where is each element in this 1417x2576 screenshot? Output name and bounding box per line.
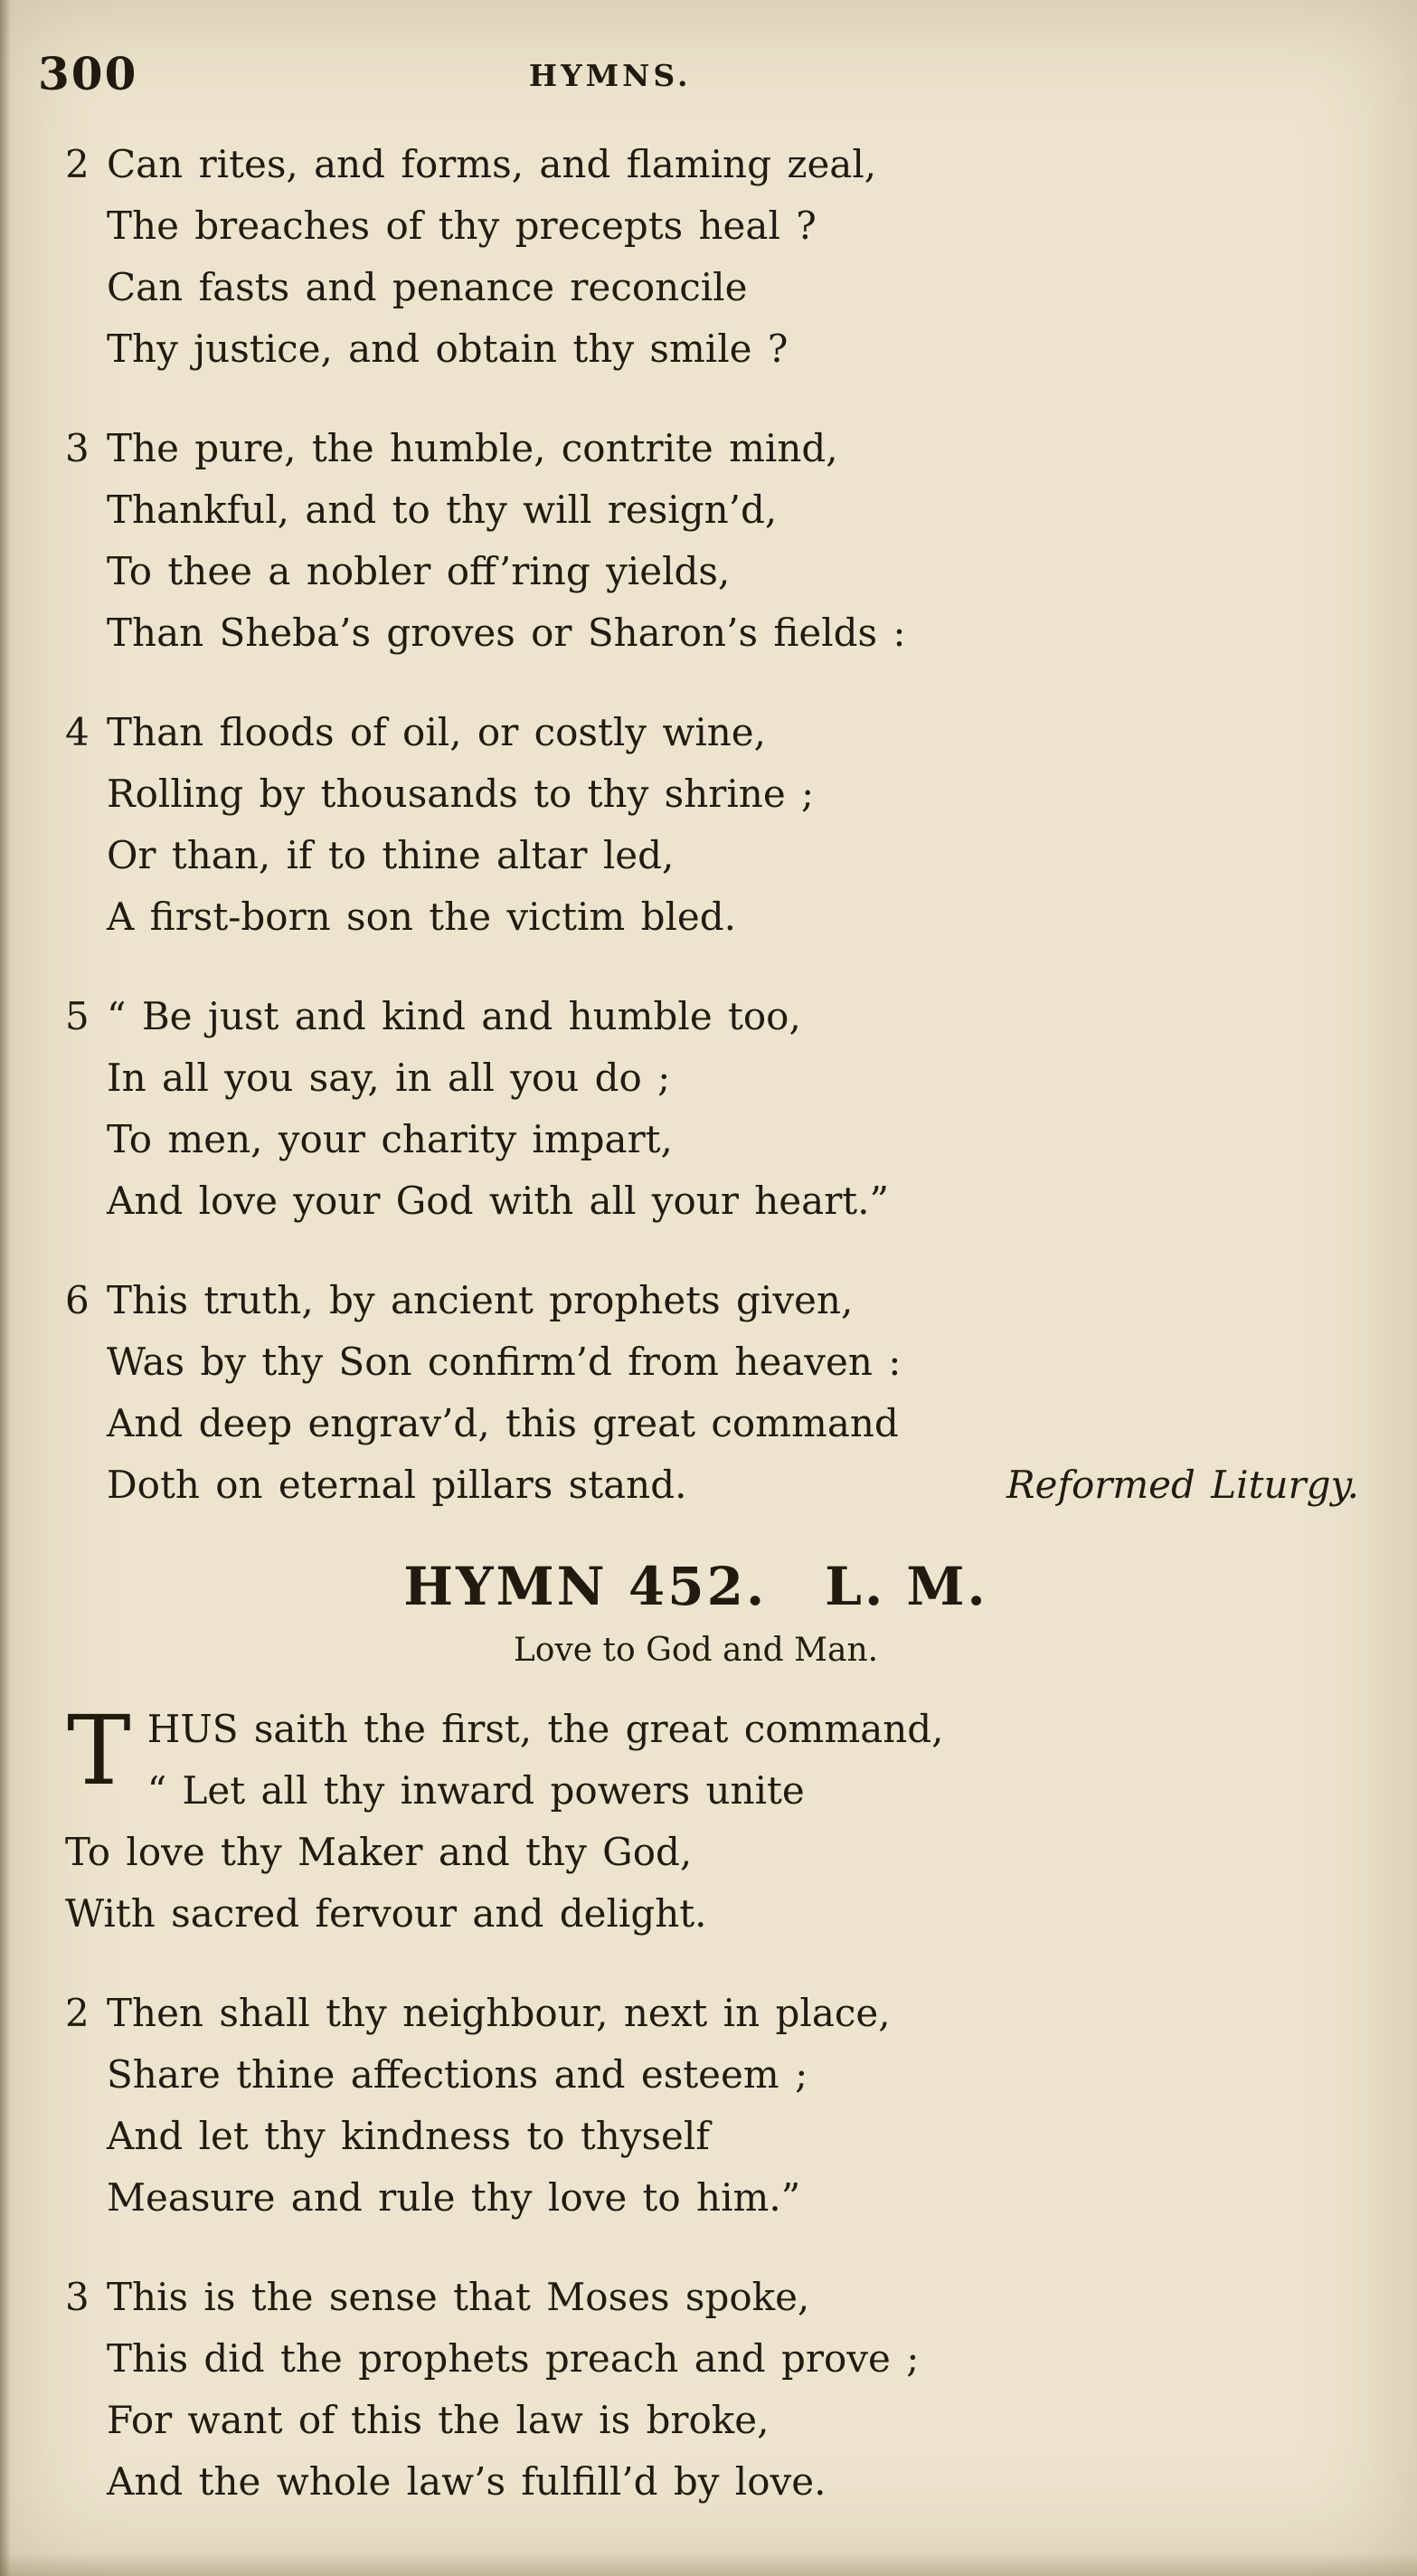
verse-line: Or than, if to thine altar led,	[107, 833, 675, 877]
stanza-number: 3	[65, 426, 90, 470]
first-stanza	[65, 1695, 1363, 1945]
verse-line: Then shall thy neighbour, next in place,	[107, 1991, 891, 2035]
verse-line: The breaches of thy precepts heal ?	[107, 204, 817, 248]
verse-line: “ Be just and kind and humble too,	[107, 994, 801, 1038]
stanza-number: 3	[65, 2275, 90, 2319]
verse-line: And let thy kindness to thyself	[107, 2114, 710, 2158]
verse-line: HUS saith the first, the great command,	[146, 1707, 944, 1751]
verse-line-text: Doth on eternal pillars stand.	[107, 1463, 687, 1507]
stanza	[65, 1270, 1363, 1516]
stanza	[65, 2267, 1363, 2513]
stanza	[65, 134, 1363, 380]
stanza	[65, 702, 1363, 948]
verse-line: In all you say, in all you do ;	[107, 1056, 671, 1100]
verse-line: To men, your charity impart,	[107, 1117, 673, 1161]
hymn-heading	[65, 1554, 1327, 1619]
verse-line: “ Let all thy inward powers unite	[146, 1768, 805, 1813]
page-number: 300	[38, 47, 138, 100]
hymn-title: HYMN 452.	[403, 1556, 768, 1617]
stanza-number: 2	[65, 1991, 90, 2035]
verse-line: Measure and rule thy love to him.”	[107, 2175, 801, 2220]
verse-line: This is the sense that Moses spoke,	[107, 2275, 810, 2319]
verse-line: The pure, the humble, contrite mind,	[107, 426, 838, 470]
verse-line: And love your God with all your heart.”	[107, 1179, 889, 1223]
verse-line: And deep engrav’d, this great command	[107, 1401, 899, 1445]
verse-line: Can rites, and forms, and flaming zeal,	[107, 142, 877, 186]
verse-line: A first-born son the victim bled.	[107, 895, 736, 939]
attribution: Reformed Liturgy.	[1006, 1463, 1359, 1507]
verse-line: To love thy Maker and thy God,	[65, 1830, 693, 1874]
stanza-lines	[107, 1270, 1359, 1516]
verse-line: Can fasts and penance reconcile	[107, 265, 748, 309]
stanza-lines	[107, 702, 1359, 948]
stanza	[65, 1983, 1363, 2229]
hymn-452-stanzas	[65, 1983, 1363, 2513]
hymn-451-stanzas	[65, 134, 1363, 1516]
verse-line: This truth, by ancient prophets given,	[107, 1278, 854, 1322]
stanza-lines	[107, 986, 1359, 1232]
running-head-title: HYMNS.	[528, 58, 692, 93]
verse-line: With sacred fervour and delight.	[65, 1891, 707, 1936]
stanza-lines	[107, 418, 1359, 664]
verse-line: Share thine affections and esteem ;	[107, 2052, 808, 2097]
verse-line: And the whole law’s fulfill’d by love.	[107, 2459, 827, 2504]
verse-line	[107, 1454, 1359, 1516]
stanza	[65, 986, 1363, 1232]
verse-line: Was by thy Son confirm’d from heaven :	[107, 1340, 902, 1384]
verse-line: Thy justice, and obtain thy smile ?	[107, 327, 789, 371]
stanza-number: 5	[65, 994, 90, 1038]
verse-line: Rolling by thousands to thy shrine ;	[107, 772, 815, 816]
stanza-number: 2	[65, 142, 90, 186]
verse-line: Than floods of oil, or costly wine,	[107, 710, 767, 754]
verse-line: This did the prophets preach and prove ;	[107, 2336, 920, 2381]
stanza-lines	[107, 134, 1359, 380]
verse-line: Thankful, and to thy will resign’d,	[107, 488, 778, 532]
stanza-number: 4	[65, 710, 90, 754]
stanza	[65, 418, 1363, 664]
verse-line: For want of this the law is broke,	[107, 2398, 770, 2442]
dropcap-initial: T	[67, 1695, 131, 1806]
running-header	[38, 47, 1363, 110]
first-stanza-lines	[65, 1695, 1363, 1945]
stanza-number: 6	[65, 1278, 90, 1322]
stanza-lines	[107, 2267, 1359, 2513]
hymn-subtitle: Love to God and Man.	[513, 1632, 879, 1669]
stanza-lines	[107, 1983, 1359, 2229]
hymn-meter: L. M.	[825, 1556, 988, 1617]
verse-line: Than Sheba’s groves or Sharon’s fields :	[107, 611, 906, 655]
verse-line: To thee a nobler off’ring yields,	[107, 549, 731, 593]
